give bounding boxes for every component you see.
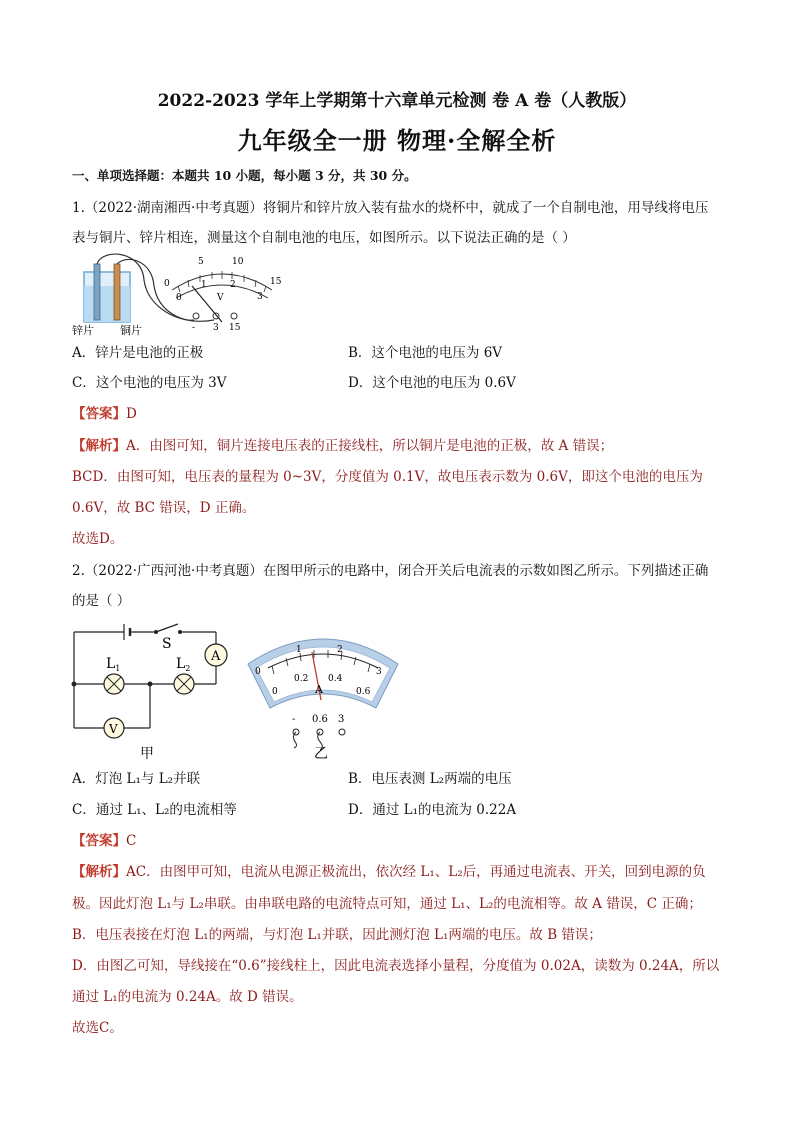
scale-bottom-0: 0 — [176, 293, 182, 303]
terminal-3: 3 — [213, 323, 219, 333]
scale-top-10: 10 — [232, 257, 244, 267]
scale-bottom-2: 2 — [230, 280, 236, 290]
q2-option-d: D．通过 L₁的电流为 0.22A — [348, 802, 517, 818]
q1-conclusion: 故选D。 — [72, 531, 124, 547]
answer-value: D — [126, 406, 137, 422]
q2-stem-line1: 2.（2022·广西河池·中考真题）在图甲所示的电路中，闭合开关后电流表的示数如图乙所示。下列描述正确 — [72, 563, 709, 579]
ammeter-icon — [205, 644, 227, 666]
scale-top-0: 0 — [164, 279, 170, 289]
q2-analysis-line5: 通过 L₁的电流为 0.24A。故 D 错误。 — [72, 989, 303, 1005]
lamp-l2-label: $L_2$ — [176, 656, 191, 673]
scale-bottom-3: 3 — [257, 292, 263, 302]
terminal-negative: - — [192, 323, 196, 333]
zinc-label: 锌片 — [72, 324, 94, 337]
amm-terminal-neg: - — [292, 714, 296, 725]
q2-figure-ammeter — [242, 630, 404, 768]
q1-analysis-line2: BCD．由图可知，电压表的量程为 0~3V，分度值为 0.1V，故电压表示数为 0.6V，即这个电池的电压为 — [72, 469, 703, 485]
analysis-text: AC．由图甲可知，电流从电源正极流出，依次经 L₁、L₂后，再通过电流表、开关，回到电源的负 — [126, 864, 706, 880]
q1-answer — [72, 405, 137, 423]
lamp-l1-label: $L_1$ — [106, 656, 121, 673]
svg-text:A: A — [211, 649, 221, 664]
scale-top-15: 15 — [270, 277, 282, 287]
terminal-15: 15 — [229, 323, 241, 333]
q2-option-a: A．灯泡 L₁与 L₂并联 — [72, 771, 201, 787]
amm-unit: A — [315, 683, 323, 696]
voltmeter-icon — [104, 718, 124, 738]
amm-top-3: 3 — [376, 667, 382, 677]
amm-terminal-3: 3 — [338, 714, 345, 725]
answer-tag: 【答案】 — [72, 406, 126, 422]
q1-analysis-line3: 0.6V，故 BC 错误，D 正确。 — [72, 500, 256, 516]
caption-jia: 甲 — [140, 746, 154, 762]
q1-option-d: D．这个电池的电压为 0.6V — [348, 375, 516, 391]
q1-stem-line1: 1.（2022·湖南湘西·中考真题）将铜片和锌片放入装有盐水的烧杯中，就成了一个自制电池，用导线将电压 — [72, 200, 709, 216]
q2-stem-line2: 的是（ ） — [72, 593, 131, 609]
caption-yi: 乙 — [314, 746, 328, 762]
lamp-l1-icon — [104, 674, 124, 694]
q1-option-a: A．锌片是电池的正极 — [72, 345, 204, 361]
amm-top-0: 0 — [255, 667, 261, 677]
analysis-tag: 【解析】 — [72, 864, 126, 880]
svg-text:V: V — [109, 722, 118, 736]
q2-analysis-line4: D．由图乙可知，导线接在“0.6”接线柱上，因此电流表选择小量程，分度值为 0.02A，读数为 0.24A，所以 — [72, 958, 720, 974]
q1-option-b: B．这个电池的电压为 6V — [348, 345, 503, 361]
answer-value: C — [126, 833, 137, 849]
lamp-l2-icon — [174, 674, 194, 694]
amm-bottom-0: 0 — [272, 687, 278, 697]
q1-analysis-line1 — [72, 437, 613, 455]
document-title: 2022-2023 学年上学期第十六章单元检测 卷 A 卷（人教版） — [157, 91, 637, 111]
amm-top-2: 2 — [337, 645, 343, 655]
scale-top-5: 5 — [198, 257, 204, 267]
q2-conclusion: 故选C。 — [72, 1020, 123, 1036]
q2-analysis-line1 — [72, 863, 706, 881]
analysis-tag: 【解析】 — [72, 438, 126, 454]
section-heading: 一、单项选择题：本题共 10 小题，每小题 3 分，共 30 分。 — [72, 168, 417, 183]
q1-figure-voltmeter-cell — [72, 250, 302, 340]
analysis-text: A．由图可知，铜片连接电压表的正接线柱，所以铜片是电池的正极，故 A 错误； — [126, 438, 614, 454]
amm-top-1: 1 — [296, 645, 302, 655]
amm-bottom-0.2: 0.2 — [294, 674, 309, 684]
q2-figure-circuit — [68, 618, 238, 766]
amm-bottom-0.6: 0.6 — [356, 687, 371, 697]
copper-label: 铜片 — [120, 324, 142, 337]
document-subtitle: 九年级全一册 物理·全解全析 — [237, 126, 557, 155]
amm-bottom-0.4: 0.4 — [328, 674, 343, 684]
unit-v: V — [217, 293, 224, 303]
answer-tag: 【答案】 — [72, 833, 126, 849]
q2-option-b: B．电压表测 L₂两端的电压 — [348, 771, 512, 787]
q2-analysis-line2: 极。因此灯泡 L₁与 L₂串联。由串联电路的电流特点可知，通过 L₁、L₂的电流相等。故 A 错误，C 正确； — [72, 896, 702, 912]
beaker-icon — [84, 264, 130, 322]
q2-analysis-line3: B．电压表接在灯泡 L₁的两端，与灯泡 L₁并联，因此测灯泡 L₁两端的电压。故 B 错误； — [72, 927, 602, 943]
amm-terminal-06: 0.6 — [312, 714, 328, 725]
q2-option-c: C．通过 L₁、L₂的电流相等 — [72, 802, 237, 818]
q1-option-c: C．这个电池的电压为 3V — [72, 375, 227, 391]
switch-label: S — [162, 636, 172, 652]
q2-answer — [72, 832, 136, 850]
q1-stem-line2: 表与铜片、锌片相连，测量这个自制电池的电压，如图所示。以下说法正确的是（ ） — [72, 230, 576, 246]
scale-bottom-1: 1 — [201, 280, 207, 290]
